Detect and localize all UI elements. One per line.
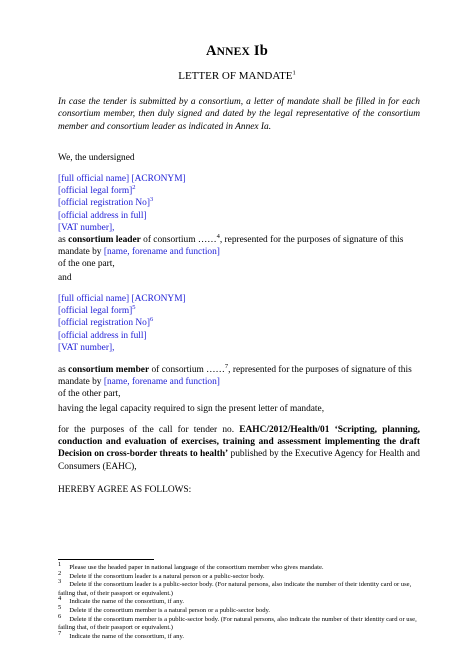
footnote-text: Indicate the name of the consortium, if any.	[69, 598, 184, 606]
footnote-ref-4: 4	[216, 232, 220, 240]
footnote-number: 2	[58, 569, 62, 577]
footnote-ref-6: 6	[149, 316, 154, 324]
footnote-ref-3: 3	[149, 196, 154, 204]
leader-address: [official address in full]	[58, 210, 147, 221]
leader-legal-form-text: [official legal form]	[58, 186, 133, 197]
member-block	[58, 293, 420, 401]
member-legal-form	[58, 305, 420, 317]
leader-as: as	[58, 235, 69, 246]
member-mandate-by: mandate by	[58, 377, 104, 388]
and-text: and	[58, 273, 72, 283]
footnote-item	[58, 612, 420, 633]
member-part: of the other part,	[58, 389, 121, 400]
member-registration	[58, 317, 420, 329]
annex-title-smallcaps: NNEX	[216, 46, 251, 58]
footnote-text: Delete if the consortium member is a public-sector body. (For natural persons, also indicate the number of their identity card or use, failing that, of their passport or equivalent.)	[58, 615, 417, 632]
leader-block	[58, 173, 420, 271]
member-registration-text: [official registration No]	[58, 318, 150, 329]
footnote-number: 4	[58, 595, 62, 603]
agree-heading: HEREBY AGREE AS FOLLOWS:	[58, 485, 192, 495]
footnote-item	[58, 603, 420, 616]
footnote-number: 7	[58, 629, 62, 637]
footnote-number: 5	[58, 603, 62, 611]
footnote-number: 1	[58, 560, 62, 568]
footnote-separator	[58, 559, 154, 560]
leader-represented: , represented for the purposes of signature of this	[219, 235, 404, 246]
leader-part: of the one part,	[58, 259, 115, 270]
leader-mandate-by: mandate by	[58, 247, 104, 258]
footnote-item	[58, 578, 420, 598]
member-representative: [name, forename and function]	[103, 377, 220, 388]
member-consortium: of consortium ……	[149, 365, 225, 376]
footnote-ref-5: 5	[132, 304, 136, 312]
footnote-text: Delete if the consortium leader is a public-sector body. (For natural persons, also indicate the number of their identity card or use, failing that, of their passport or equivalent.)	[58, 581, 412, 597]
leader-representative: [name, forename and function]	[103, 247, 220, 258]
tender-reference: EAHC/2012/Health/01 ‘Scripting, planning, conduction and evaluation of exercises, training and assessment implementing the draft Decision on cross-border threats to health’	[58, 425, 420, 460]
letter-title	[0, 70, 474, 82]
footnote-ref-1: 1	[292, 69, 296, 77]
footnote-ref-7: 7	[224, 362, 229, 370]
footnote-item	[58, 595, 420, 607]
capacity-paragraph: having the legal capacity required to sign the present letter of mandate,	[58, 404, 325, 414]
member-mandate-line	[58, 376, 420, 388]
leader-legal-form	[58, 185, 420, 197]
footnote-item	[58, 629, 420, 642]
annex-id: Ib	[253, 43, 268, 59]
member-official-name: [full official name] [ACRONYM]	[58, 294, 186, 304]
member-vat: [VAT number],	[58, 342, 115, 353]
leader-consortium: of consortium ……	[140, 235, 217, 246]
tender-intro: for the purposes of the call for tender no.	[58, 425, 240, 435]
footnote-item	[58, 560, 420, 573]
intro-paragraph: In case the tender is submitted by a consortium, a letter of mandate shall be filled in for each consortium member, then duly signed and dated by the legal representative of the consortium member and consortium leader as indicated in Annex Ia.	[58, 97, 420, 132]
footnote-text: Delete if the consortium leader is a natural person or a public-sector body.	[69, 572, 265, 580]
member-role: consortium member	[68, 365, 150, 376]
leader-role-line	[58, 234, 420, 246]
member-role-line	[58, 364, 420, 376]
footnote-number: 3	[58, 578, 62, 585]
leader-mandate-line	[58, 246, 420, 258]
leader-official-name: [full official name] [ACRONYM]	[58, 174, 186, 184]
tender-agency: published by the Executive Agency for Health and Consumers (EAHC),	[58, 449, 420, 472]
member-represented: , represented for the purposes of signature of this	[228, 365, 412, 376]
footnote-number: 6	[58, 612, 62, 620]
leader-vat: [VAT number],	[58, 222, 115, 233]
leader-role: consortium leader	[68, 235, 141, 246]
tender-paragraph	[58, 424, 420, 473]
annex-title-initial: A	[206, 43, 217, 59]
leader-registration	[58, 197, 420, 209]
annex-title	[0, 43, 474, 60]
footnote-text: Indicate the name of the consortium, if any.	[69, 632, 184, 640]
footnotes	[58, 560, 420, 641]
footnote-text: Please use the headed paper in national language of the consortium member who gives mandate.	[69, 564, 324, 571]
footnote-ref-2: 2	[132, 184, 136, 192]
member-legal-form-text: [official legal form]	[58, 306, 133, 317]
footnote-text: Delete if the consortium member is a natural person or a public-sector body.	[69, 606, 271, 614]
leader-registration-text: [official registration No]	[58, 198, 150, 209]
member-as: as	[58, 365, 69, 376]
member-address: [official address in full]	[58, 330, 147, 341]
letter-title-text: LETTER OF MANDATE	[178, 70, 293, 82]
we-undersigned: We, the undersigned	[58, 153, 135, 163]
footnote-item	[58, 569, 420, 582]
